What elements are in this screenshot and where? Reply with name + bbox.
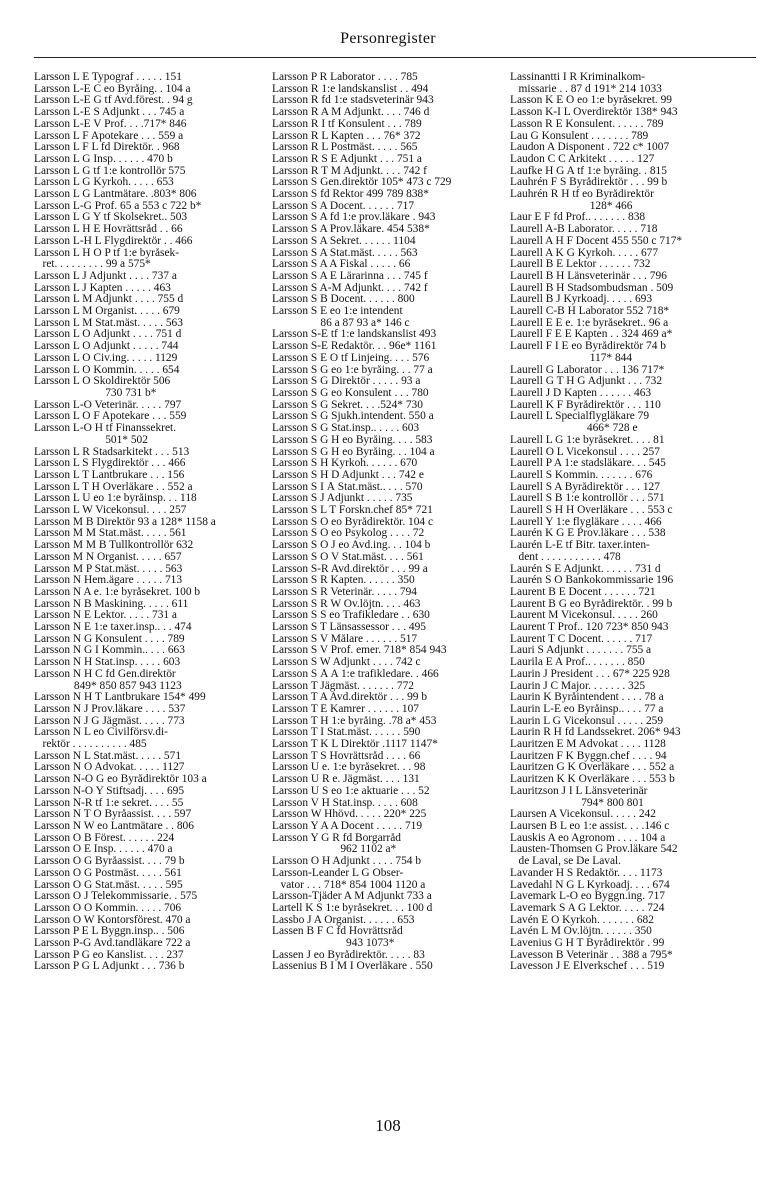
register-entry: Larsson N L Stat.mäst. . . . . 571 [34, 750, 182, 762]
register-entry: Lauritzen F K Byggn.chef . . . . 94 [510, 750, 667, 762]
register-entry: Larsson N H C fd Gen.direktör [34, 668, 176, 680]
register-entry: Larsson O B Förest. . . . . . 224 [34, 832, 175, 844]
register-entry: Larsson N Hem.ägare . . . . . 713 [34, 575, 183, 587]
register-entry: 962 1102 a* [272, 844, 397, 856]
register-entry: Laurell Y 1:e flygläkare . . . . 466 [510, 516, 662, 528]
register-entry: Larsson L O Kommin. . . . . 654 [34, 364, 180, 376]
register-entry: Larsson L G tf 1:e kontrollör 575 [34, 165, 186, 177]
register-entry: Lasson K-I L Överdirektör 138* 943 [510, 107, 678, 119]
register-entry: Larsson O G Postmäst. . . . . 561 [34, 867, 182, 879]
register-entry: Lavenius G H T Byrådirektör . 99 [510, 938, 665, 950]
register-entry: 943 1073* [272, 938, 395, 950]
register-entry: Larsson S G Sjukh.intendent. 550 a [272, 411, 434, 423]
register-entry: Larsson N H T Lantbrukare 154* 499 [34, 692, 206, 704]
register-entry: Larsson S A-M Adjunkt. . . . 742 f [272, 282, 428, 294]
register-entry: Larsson R T M Adjunkt. . . . 742 f [272, 165, 427, 177]
register-entry: Laurila E A Prof.. . . . . . . 850 [510, 657, 645, 669]
register-entry: Laurell A K G Kyrkoh. . . . . 677 [510, 247, 659, 259]
register-entry: Larsson M N Organist. . . . . 657 [34, 551, 182, 563]
register-entry: Larsson S G eo 1:e byråing. . . 77 a [272, 364, 433, 376]
register-entry: ret. . . . . . . . . 99 a 575* [34, 259, 151, 271]
register-entry: Larsson S G H eo Byråing. . . 104 a [272, 446, 435, 458]
register-entry: Larsson N O Advokat. . . . . 1127 [34, 762, 185, 774]
page-title: Personregister [340, 30, 436, 47]
register-entry: Laurin L G Vicekonsul . . . . . 259 [510, 715, 664, 727]
register-entry: Larsson S I Å Stat.mäst.. . . . 570 [272, 481, 423, 493]
register-entry: Larsson L O F Apotekare . . . 559 [34, 411, 187, 423]
register-entry: Larsson M P Stat.mäst. . . . . 563 [34, 563, 183, 575]
register-entry: Laurell B J Kyrkoadj. . . . . 693 [510, 294, 653, 306]
register-entry: Larsson S B Docent. . . . . . 800 [272, 294, 415, 306]
register-entry: Larsson S-E Redaktör. . . 96e* 1161 [272, 341, 437, 353]
register-entry: Larsson S O eo Psykolog . . . . 72 [272, 528, 425, 540]
register-entry: Larsson S O J eo Avd.ing. . . 104 b [272, 540, 431, 552]
register-entry: Larsson T H 1:e byråing. .78 a* 453 [272, 715, 437, 727]
register-entry: Larsson R I tf Konsulent . . . 789 [272, 118, 422, 130]
register-entry: Larsson S R Veterinär. . . . . 794 [272, 586, 418, 598]
register-entry: Larsson L W Vicekonsul. . . . 257 [34, 505, 187, 517]
register-entry: Larsson M B Direktör 93 a 128* 1158 a [34, 516, 216, 528]
register-entry: Laursen A Vicekonsul. . . . . 242 [510, 809, 656, 821]
register-entry: Larsson L M Stat.mäst. . . . . 563 [34, 317, 183, 329]
register-entry: Larsson L T H Överläkare . . 552 a [34, 481, 193, 493]
register-column-2 [272, 72, 506, 973]
register-entry: Larsson S E eo 1:e intendent [272, 306, 403, 318]
register-entry: Larsson L F L fd Direktör. . 968 [34, 142, 180, 154]
register-entry: Larsson S-E tf 1:e landskanslist 493 [272, 329, 437, 341]
register-entry: Larsson N L eo Civilförsv.di- [34, 727, 168, 739]
register-entry: Larsson S A Docent. . . . . . 717 [272, 200, 415, 212]
register-entry: Lauhrén F S Byrådirektör . . . 99 b [510, 177, 668, 189]
register-entry: Laurell B H Stadsombudsman . 509 [510, 282, 674, 294]
register-entry: Larsson T S Hovrättsråd . . . . 66 [272, 750, 421, 762]
register-entry: Larsson L H E Hovrättsråd . . 66 [34, 224, 183, 236]
register-entry: Larsson R fd 1:e stadsveterinär 943 [272, 95, 434, 107]
register-entry: Larsson S H D Adjunkt . . . 742 e [272, 469, 424, 481]
register-entry: Larsson S W Adjunkt . . . . 742 c [272, 657, 421, 669]
register-entry: Larsson S J Adjunkt . . . . . 735 [272, 493, 413, 505]
register-entry: Lavemark L-O eo Byggn.ing. 717 [510, 891, 666, 903]
register-entry: Laurell O L Vicekonsul . . . . 257 [510, 446, 660, 458]
register-entry: Laurin L-E eo Byråinsp.. . . . 77 a [510, 703, 664, 715]
register-entry: Lavesson J E Elverkschef . . . 519 [510, 961, 665, 973]
header-rule [34, 57, 756, 58]
register-entry: dent . . . . . . . . . . . 478 [510, 551, 621, 563]
register-entry: Lauri S Adjunkt . . . . . . . 755 a [510, 645, 652, 657]
register-entry: Larsson L E Typograf . . . . . 151 [34, 72, 182, 83]
register-entry: Larsson L-E S Adjunkt . . . 745 a [34, 107, 185, 119]
register-entry: Lauskis A eo Agronom . . . . 104 a [510, 832, 666, 844]
register-entry: Laurell A H F Docent 455 550 c 717* [510, 235, 683, 247]
register-entry: Larsson N-O G eo Byrådirektör 103 a [34, 774, 207, 786]
register-entry: Lauritzson J I L Länsveterinär [510, 785, 648, 797]
register-entry: Lartell K S 1:e byråsekret. . . 100 d [272, 902, 433, 914]
register-entry: Lauhrén R H tf eo Byrådirektör [510, 189, 654, 201]
register-entry: Larsson S A E Lärarinna . . . 745 f [272, 270, 428, 282]
register-entry: Larsson S fd Rektor 499 789 838* [272, 189, 429, 201]
register-entry: Laurent T Prof.. 120 723* 850 943 [510, 622, 669, 634]
register-entry: Larsson L O Adjunkt . . . . . 744 [34, 341, 179, 353]
register-entry: Lauritzen E M Advokat . . . . 1128 [510, 739, 666, 751]
register-entry: Larsson Y G R fd Borgarråd [272, 832, 401, 844]
register-entry: Larsson Ö H Adjunkt . . . . 754 b [272, 856, 422, 868]
register-entry: 730 731 b* [34, 387, 157, 399]
register-entry: Laurent T C Docent. . . . . . 717 [510, 633, 653, 645]
register-entry: Lasson R E Konsulent. . . . . . 789 [510, 118, 664, 130]
register-entry: 128* 466 [510, 200, 633, 212]
register-column-1 [34, 72, 268, 973]
register-entry: Laurell S B 1:e kontrollör . . . 571 [510, 493, 665, 505]
register-entry: Laurell S Kommin. . . . . . . 676 [510, 469, 653, 481]
register-entry: Larsson S A Sekret. . . . . . 1104 [272, 235, 416, 247]
register-entry: 117* 844 [510, 352, 633, 364]
register-entry: Laudon C C Arkitekt . . . . . 127 [510, 153, 655, 165]
register-entry: Laurin J President . . . 67* 225 928 [510, 668, 670, 680]
register-entry: Laurent B G eo Byrådirektör. . 99 b [510, 598, 673, 610]
register-entry: Larsson L M Adjunkt . . . . 755 d [34, 294, 184, 306]
register-entry: Larsson U R e. Jägmäst. . . . 131 [272, 774, 420, 786]
register-entry: Laurell E E e. 1:e byråsekret.. 96 a [510, 317, 669, 329]
register-entry: Larsson L G Kyrkoh. . . . . 653 [34, 177, 174, 189]
register-entry: Larsson N B Maskining. . . . . 611 [34, 598, 189, 610]
register-entry: Laurén S O Bankokommissarie 196 [510, 575, 674, 587]
register-entry: Larsson O O Kommin. . . . . 706 [34, 902, 182, 914]
register-entry: Lauritzen K K Överläkare . . . 553 b [510, 774, 675, 786]
register-entry: Laurell L Specialflygläkare 79 [510, 411, 650, 423]
register-entry: Larsson L G Lantmätare. .803* 806 [34, 189, 197, 201]
register-entry: Larsson N T O Byråassist. . . . 597 [34, 809, 192, 821]
register-entry: Lassen J eo Byrådirektör. . . . . 83 [272, 949, 425, 961]
register-entry: Larsson V H Stat.insp. . . . . 608 [272, 797, 418, 809]
register-entry: Larsson T A Avd.direktör . . . 99 b [272, 692, 428, 704]
register-entry: Larsson P-G Avd.tandläkare 722 a [34, 938, 191, 950]
register-entry: Larsson S E O tf Linjeing. . . . 576 [272, 352, 430, 364]
register-entry: Laurell K F Byrådirektör . . . 110 [510, 399, 661, 411]
register-entry: Larsson S A Stat.mäst. . . . . 563 [272, 247, 418, 259]
register-entry: Larsson L-H L Flygdirektör . . 466 [34, 235, 193, 247]
register-entry: Larsson P G L Adjunkt . . . 736 b [34, 961, 185, 973]
register-entry: Laurin K Byråintendent . . . . 78 a [510, 692, 664, 704]
register-entry: Laurell S A Byrådirektör . . . 127 [510, 481, 660, 493]
register-entry: 501* 502 [34, 434, 148, 446]
register-entry: Larsson L-E C eo Byråing. . 104 a [34, 83, 191, 95]
register-entry: 86 a 87 93 a* 146 c [272, 317, 410, 329]
register-entry: Lavemark S A G Lektor. . . . . 724 [510, 902, 665, 914]
register-entry: Larsson L O Skoldirektör 506 [34, 376, 171, 388]
register-entry: Larsson S O V Stat.mäst. . . . 561 [272, 551, 424, 563]
register-entry: Larsson U e. 1:e byråsekret. . . 98 [272, 762, 426, 774]
register-entry: Larsson S S eo Trafikledare . . 630 [272, 610, 430, 622]
register-entry: Larsson S G Direktör . . . . . 93 a [272, 376, 421, 388]
register-entry: Larsson N-O Y Stiftsadj. . . . 695 [34, 785, 185, 797]
register-entry: Larsson L-E V Prof. . . .717* 846 [34, 118, 187, 130]
register-entry: Larsson S Gen.direktör 105* 473 c 729 [272, 177, 452, 189]
register-entry: Larsson S T Länsassessor . . . 495 [272, 622, 426, 634]
register-entry: Larsson O E Insp. . . . . . 470 a [34, 844, 173, 856]
register-entry: Larsson T E Kamrer . . . . . . 107 [272, 703, 419, 715]
register-entry: Larsson L M Organist. . . . . 679 [34, 306, 180, 318]
register-entry: Larsson N H Stat.insp. . . . . 603 [34, 657, 181, 669]
register-entry: Laurin R H fd Landssekret. 206* 943 [510, 727, 681, 739]
register-entry: Larsson O G Byråassist. . . . 79 b [34, 856, 185, 868]
register-entry: Laurell P A 1:e stadsläkare. . . 545 [510, 458, 666, 470]
register-entry: Larsson N G Konsulent . . . . 789 [34, 633, 185, 645]
register-entry: Laurent B E Docent . . . . . . 721 [510, 586, 656, 598]
register-entry: Larsson-Leander L G Obser- [272, 867, 404, 879]
register-column-3 [510, 72, 753, 973]
register-entry: Laurell S H H Överläkare . . . 553 c [510, 505, 673, 517]
register-entry: Larsson S R W Öv.löjtn. . . . 463 [272, 598, 421, 610]
register-entry: Laur E F fd Prof.. . . . . . . 838 [510, 212, 646, 224]
register-entry: Lassinantti I R Kriminalkom- [510, 72, 646, 83]
register-entry: Larsson O G Stat.mäst. . . . . 595 [34, 879, 183, 891]
register-entry: 794* 800 801 [510, 797, 644, 809]
register-entry: Laurell G T H G Adjunkt . . . 732 [510, 376, 663, 388]
register-entry: Larsson W Hhövd. . . . . 220* 225 [272, 809, 427, 821]
register-entry: Lavén E O Kyrkoh. . . . . . . 682 [510, 914, 654, 926]
register-entry: Larsson-Tjäder A M Adjunkt 733 a [272, 891, 432, 903]
register-entry: Larsson S-R Avd.direktör . . . 99 a [272, 563, 428, 575]
register-entry: Larsson R A M Adjunkt. . . . 746 d [272, 107, 430, 119]
register-entry: Laurén L-E tf Bitr. taxer.inten- [510, 540, 650, 552]
register-entry: Laurell B H Länsveterinär . . . 796 [510, 270, 667, 282]
register-entry: Larsson L S Flygdirektör . . . 466 [34, 458, 186, 470]
register-entry: Laurent M Vicekonsul. . . . . 260 [510, 610, 658, 622]
register-entry: Larsson L F Apotekare . . . 559 a [34, 130, 184, 142]
register-entry: rektör . . . . . . . . . . 485 [34, 739, 147, 751]
register-entry: Larsson L G Insp. . . . . . 470 b [34, 153, 173, 165]
register-entry: Laurell F E E Kapten . . 324 469 a* [510, 329, 673, 341]
register-entry: Larsson L U eo 1:e byråinsp. . . 118 [34, 493, 197, 505]
register-entry: Laursen B L eo 1:e assist. . . .146 c [510, 821, 670, 832]
register-entry: Laudon A Disponent . 722 c* 1007 [510, 142, 670, 154]
register-entry: Larsson N A e. 1:e byråsekret. 100 b [34, 586, 201, 598]
register-entry: Laurell L G 1:e byråsekret. . . . 81 [510, 434, 665, 446]
register-entry: Larsson R S E Adjunkt . . . 751 a [272, 153, 422, 165]
register-entry: Larsson O J Telekommissarie. . 575 [34, 891, 198, 903]
register-entry: Laurén S E Adjunkt. . . . . . 731 d [510, 563, 661, 575]
register-entry: Larsson N G I Kommin.. . . . 663 [34, 645, 185, 657]
register-entry: Larsson L J Kapten . . . . . 463 [34, 282, 171, 294]
register-entry: Larsson S A Prov.läkare. 454 538* [272, 224, 430, 236]
page-number: 108 [375, 1116, 401, 1135]
register-entry: Lasson K E O eo 1:e byråsekret. 99 [510, 95, 672, 107]
register-entry: 466* 728 e [510, 423, 638, 435]
register-entry: Larsson P E L Byggn.insp.. . 506 [34, 926, 185, 938]
register-entry: Larsson L-O Veterinär. . . . . 797 [34, 399, 182, 411]
register-entry: Larsson L-G Prof. 65 a 553 c 722 b* [34, 200, 202, 212]
register-entry: Larsson S G Stat.insp.. . . . . 603 [272, 423, 420, 435]
register-entry: Larsson T Jägmäst. . . . . . . 772 [272, 680, 414, 692]
register-entry: Larsson L R Stadsarkitekt . . . 513 [34, 446, 190, 458]
register-entry: vator . . . 718* 854 1004 1120 a [272, 879, 426, 891]
register-entry: Larsson P G eo Kanslist. . . . 237 [34, 949, 184, 961]
register-entry: Larsson N J G Jägmäst. . . . . 773 [34, 715, 185, 727]
register-entry: Larsson S V Målare . . . . . . 517 [272, 633, 418, 645]
register-entry: Larsson N E 1:e taxer.insp.. . . 474 [34, 622, 192, 634]
register-entry: Larsson S G eo Konsulent . . . 780 [272, 387, 429, 399]
register-entry: Laufke H G A tf 1:e byråing. . 815 [510, 165, 667, 177]
register-entry: Larsson S G Sekret. . . .524* 730 [272, 399, 423, 411]
register-entry: Lassbo J A Organist. . . . . . 653 [272, 914, 415, 926]
register-entry: Larsson S L T Forskn.chef 85* 721 [272, 505, 433, 517]
register-entry: 849* 850 857 943 1123 [34, 680, 182, 692]
register-entry: Larsson L J Adjunkt . . . . 737 a [34, 270, 177, 282]
register-entry: Lavén L M Öv.löjtn. . . . . . 350 [510, 926, 652, 938]
register-entry: Larsson U S eo 1:e aktuarie . . . 52 [272, 785, 430, 797]
register-entry: Larsson R 1:e landskanslist . . 494 [272, 83, 429, 95]
register-entry: Larsson M M B Tullkontrollör 632 [34, 540, 194, 552]
register-entry: Larsson L O Civ.ing. . . . . 1129 [34, 352, 178, 364]
register-entry: Larsson T K L Direktör .1117 1147* [272, 739, 438, 751]
register-entry: Larsson S V Prof. emer. 718* 854 943 [272, 645, 447, 657]
register-entry: Laurell B E Lektor . . . . . . 732 [510, 259, 651, 271]
register-entry: Lassenius B I M I Överläkare . 550 [272, 961, 433, 973]
register-entry: Lauritzen G K Överläkare . . . 552 a [510, 762, 675, 774]
register-entry: Larsson L-E G tf Avd.förest. . 94 g [34, 95, 193, 107]
register-entry: Larsson L T Lantbrukare . . . 156 [34, 469, 185, 481]
register-entry: Larsson S O eo Byrådirektör. 104 c [272, 516, 434, 528]
register-entry: Laurén K G E Prov.läkare . . . 538 [510, 528, 666, 540]
register-entry: Larsson L H O P tf 1:e byråsek- [34, 247, 179, 259]
register-entry: Laurin J C Major. . . . . . . 325 [510, 680, 646, 692]
register-entry: Laurell J D Kapten . . . . . . 463 [510, 387, 652, 399]
register-entry: Lavedahl N G L Kyrkoadj. . . . 674 [510, 879, 670, 891]
register-entry: Larsson R L Postmäst. . . . . 565 [272, 142, 418, 154]
register-entry: Larsson N-R tf 1:e sekret. . . . 55 [34, 797, 184, 809]
register-entry: Larsson T I Stat.mäst. . . . . . 590 [272, 727, 421, 739]
register-entry: Larsson Y A A Docent . . . . . 719 [272, 821, 423, 832]
register-entry: Larsson P R Laborator . . . . 785 [272, 72, 418, 83]
register-entry: Laurell A-B Laborator. . . . . 718 [510, 224, 658, 236]
register-entry: missarie . . 87 d 191* 214 1033 [510, 83, 662, 95]
register-entry: Larsson S Å A 1:e trafikledare. . 466 [272, 668, 439, 680]
register-entry: Larsson N W eo Lantmätare . . 806 [34, 821, 194, 832]
register-entry: Larsson L-O H tf Finanssekret. [34, 423, 177, 435]
register-entry: Larsson M M Stat.mäst. . . . . 561 [34, 528, 187, 540]
register-entry: Lavander H S Redaktör. . . . 1173 [510, 867, 663, 879]
register-entry: Larsson L O Adjunkt . . . . 751 d [34, 329, 182, 341]
register-entry: de Laval, se De Laval. [510, 856, 622, 868]
register-entry: Larsson S A fd 1:e prov.läkare . 943 [272, 212, 436, 224]
register-entry: Larsson N E Lektor. . . . . 731 a [34, 610, 177, 622]
register-entry: Larsson S G H eo Byråing. . . . 583 [272, 434, 433, 446]
register-entry: Larsson L G Y tf Skolsekret.. 503 [34, 212, 188, 224]
register-entry: Laurell C-B H Laborator 552 718* [510, 306, 670, 318]
register-entry: Larsson S A A Fiskal . . . . . 66 [272, 259, 411, 271]
register-entry: Larsson R L Kapten . . . 76* 372 [272, 130, 421, 142]
register-entry: Lau G Konsulent . . . . . . . 789 [510, 130, 649, 142]
register-entry: Laurell F I E eo Byrådirektör 74 b [510, 341, 666, 353]
register-entry: Larsson O W Kontorsförest. 470 a [34, 914, 191, 926]
register-entry: Larsson S H Kyrkoh. . . . . . 670 [272, 458, 418, 470]
register-entry: Lavesson B Veterinär . . 388 a 795* [510, 949, 673, 961]
register-entry: Lausten-Thomsen G Prov.läkare 542 [510, 844, 678, 856]
register-entry: Larsson N J Prov.läkare . . . . 537 [34, 703, 186, 715]
register-entry: Lassen B F C fd Hovrättsråd [272, 926, 403, 938]
register-entry: Larsson S R Kapten. . . . . . 350 [272, 575, 415, 587]
register-entry: Laurell G Laborator . . . 136 717* [510, 364, 665, 376]
